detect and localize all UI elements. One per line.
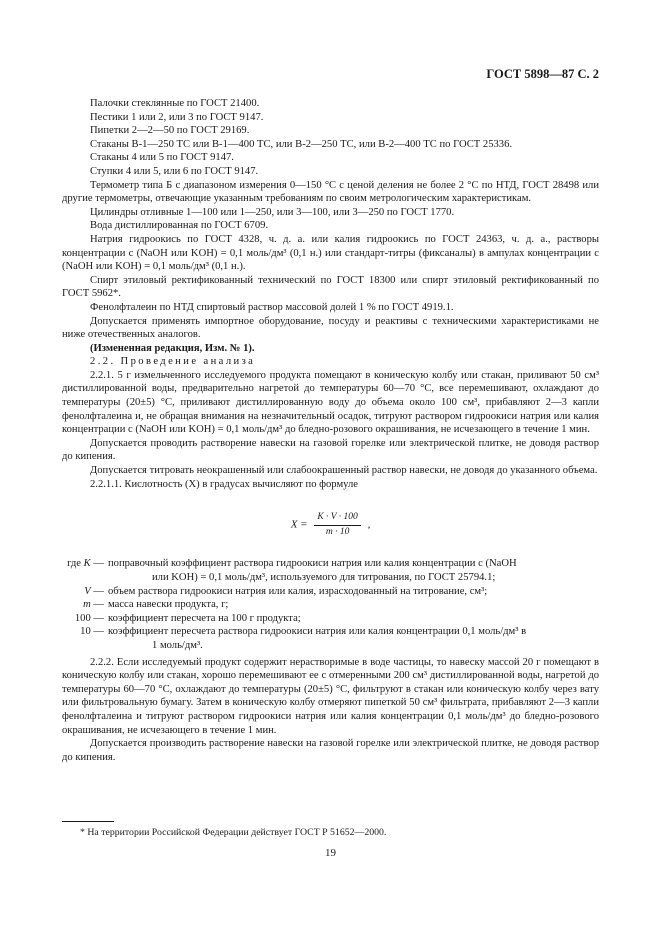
legend-symbol: m	[83, 599, 91, 611]
amendment-note: (Измененная редакция, Изм. № 1).	[90, 342, 255, 354]
paragraph: Вода дистиллированная по ГОСТ 6709.	[90, 220, 269, 232]
paragraph: Ступки 4 или 5, или 6 по ГОСТ 9147.	[90, 165, 259, 177]
legend-dash: —	[93, 626, 104, 638]
legend-text: коэффициент пересчета раствора гидроокиси натрия или калия концентрации 0,1 моль/дм³ в	[108, 626, 527, 638]
legend-dash: —	[93, 585, 104, 597]
legend-symbol: 100	[74, 612, 91, 624]
paragraph: Стаканы 4 или 5 по ГОСТ 9147.	[90, 152, 234, 164]
formula-tail: ,	[367, 518, 371, 531]
legend-row	[62, 557, 599, 584]
paragraph: Спирт этиловый ректификованный технический по ГОСТ 18300 или спирт этиловый ректификованный по ГОСТ 5962*.	[62, 274, 599, 300]
paragraph: Пипетки 2—2—50 по ГОСТ 29169.	[90, 125, 250, 137]
formula-fraction	[314, 511, 360, 539]
paragraph: Термометр типа Б с диапазоном измерения 0—150 °С с ценой деления не более 2 °С по НТД, ГОСТ 28498 или другие термометры, отвечающие указанным требованиям по своим метрологическим характеристикам.	[62, 179, 599, 205]
paragraph: Палочки стеклянные по ГОСТ 21400.	[90, 98, 260, 109]
paragraph: Допускается применять импортное оборудование, посуду и реактивы с техническими характеристиками не ниже отечественных аналогов.	[62, 315, 599, 341]
page-header: ГОСТ 5898—87 С. 2	[486, 67, 599, 81]
footnote: * На территории Российской Федерации действует ГОСТ Р 51652—2000.	[80, 827, 387, 838]
legend-dash: —	[93, 599, 104, 611]
paragraph: 2.2.2. Если исследуемый продукт содержит нерастворимые в воде частицы, то навеску массой 20 г помещают в коническую колбу или стакан, хорошо перемешивают ее с отмеренными 200 см³ дистиллированной воды, нагретой до температуры 60—70 °С, охлаждают до температуры (20±5) °С, фильтруют в стакан или коническую колбу через вату или фильтровальную бумагу. Затем в коническую колбу отмеряют пипеткой 50 см³ фильтрата, прибавляют 2—3 капли фенолфталеина и титруют раствором гидроокиси натрия или калия концентрации 0,1 моль/дм³ до бледно-розового окрашивания, не исчезающего в течение 1 мин.	[62, 656, 599, 736]
paragraph: Допускается производить растворение навески на газовой горелке или электрической плитке, не доводя раствор до кипения.	[62, 738, 599, 763]
paragraph: Допускается титровать неокрашенный или слабоокрашенный раствор навески, не доводя до указанного объема.	[90, 465, 598, 477]
legend-continuation: или KOH) = 0,1 моль/дм³, используемого для титрования, по ГОСТ 25794.1;	[152, 572, 496, 583]
legend-symbol: V	[84, 585, 91, 597]
legend-symbol: 10	[80, 626, 91, 638]
acidity-formula	[62, 511, 599, 539]
legend-dash: —	[93, 558, 104, 570]
paragraph: Цилиндры отливные 1—100 или 1—250, или 3—100, или 3—250 по ГОСТ 1770.	[90, 206, 455, 218]
paragraph: Допускается проводить растворение навески на газовой горелке или электрической плитке, не доводя раствор до кипения.	[62, 437, 599, 463]
paragraph: Пестики 1 или 2, или 3 по ГОСТ 9147.	[90, 111, 264, 123]
legend-row	[62, 585, 599, 599]
paragraph: Стаканы В-1—250 ТС или В-1—400 ТС, или В-2—250 ТС, или В-2—400 ТС по ГОСТ 25336.	[90, 138, 513, 150]
legend-text: масса навески продукта, г;	[108, 599, 229, 611]
legend-text: поправочный коэффициент раствора гидроокиси натрия или калия концентрации c (NaOH	[108, 558, 517, 570]
paragraph: 2.2.1. 5 г измельченного исследуемого продукта помещают в коническую колбу или стакан, приливают 50 см³ дистиллированной воды, предварительно нагретой до температуры 60—70 °С, все перемешивают, охлаждают до температуры (20±5) °С, приливают дистиллированную воду до объема около 100 см³, прибавляют 2—3 капли фенолфталеина и, не обращая внимания на незначительный осадок, титруют раствором гидроокиси натрия или калия концентрации c (NaOH или KOH) = 0,1 моль/дм³ до бледно-розового окрашивания, не исчезающего в течение 1 мин.	[62, 369, 599, 436]
legend-dash: —	[93, 612, 104, 624]
formula-numerator: K · V · 100	[314, 511, 360, 526]
legend-lead: где	[67, 558, 82, 570]
legend-row	[62, 612, 599, 626]
legend-symbol: K	[83, 558, 91, 570]
legend-text: объем раствора гидроокиси натрия или калия, израсходованный на титрование, см³;	[108, 585, 488, 597]
page-number: 19	[325, 847, 336, 859]
legend-text: коэффициент пересчета на 100 г продукта;	[108, 612, 301, 624]
formula-lhs: X =	[290, 518, 308, 531]
legend-row	[62, 625, 599, 652]
document-body	[62, 97, 599, 764]
formula-legend	[62, 557, 599, 652]
formula-denominator: m · 10	[325, 526, 350, 537]
legend-continuation: 1 моль/дм³.	[152, 639, 203, 651]
legend-row	[62, 598, 599, 612]
paragraph: Фенолфталеин по НТД спиртовый раствор массовой долей 1 % по ГОСТ 4919.1.	[90, 301, 454, 313]
footnote-divider	[62, 821, 114, 822]
paragraph: Натрия гидроокись по ГОСТ 4328, ч. д. а. или калия гидроокись по ГОСТ 24363, ч. д. а., растворы концентрации c (NaOH или KOH) = 0,1 моль/дм³ (0,1 н.) или стандарт-титры (фиксаналы) в ампулах концентрации c (NaOH или KOH) = 0,1 моль/дм³ (0,1 н.).	[62, 233, 599, 273]
section-heading: 2.2. Проведение анализа	[90, 356, 256, 368]
paragraph: 2.2.1.1. Кислотность (X) в градусах вычисляют по формуле	[90, 478, 358, 490]
